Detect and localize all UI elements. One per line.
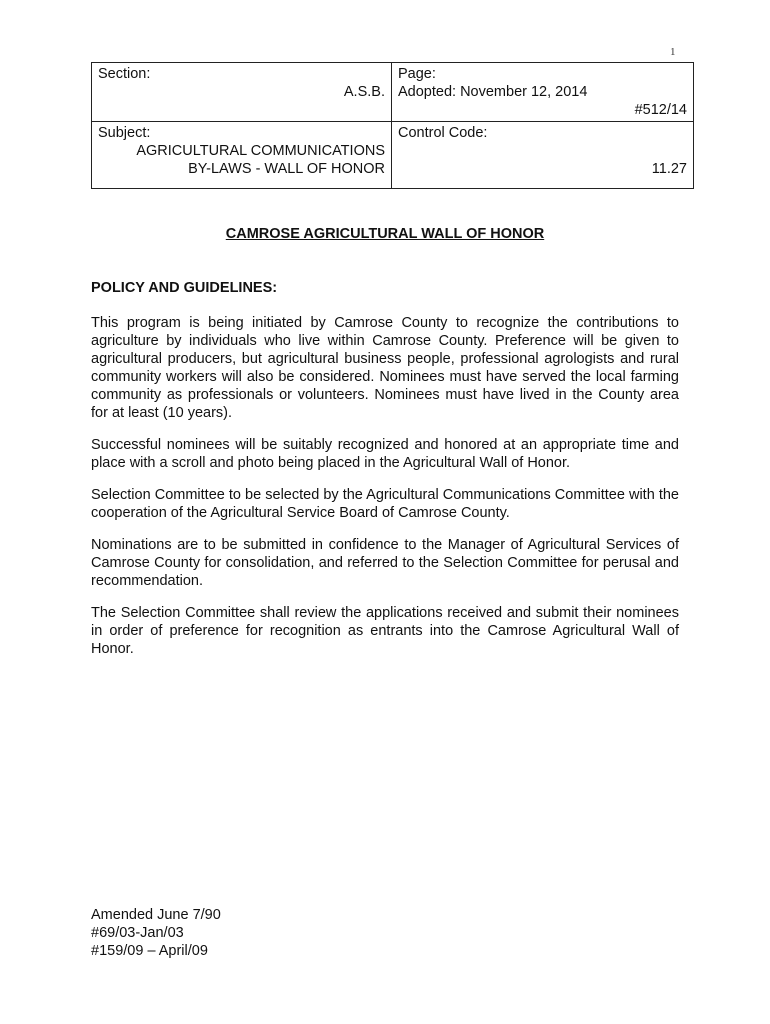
amendment-line: #159/09 – April/09 — [91, 943, 208, 959]
paragraph: Selection Committee to be selected by the Agricultural Communications Committee with the cooperation of the Agricultural Service Board of Camrose County. — [91, 487, 679, 521]
resolution-number: #512/14 — [634, 102, 687, 118]
section-value: A.S.B. — [343, 84, 385, 100]
paragraph: The Selection Committee shall review the applications received and submit their nominees in order of preference for recognition as entrants into the Camrose Agricultural Wall of Honor. — [91, 605, 679, 657]
control-code-label: Control Code: — [398, 125, 488, 141]
section-cell — [92, 63, 392, 122]
amendment-history — [91, 906, 221, 960]
subject-cell — [92, 122, 392, 189]
amendment-line: Amended June 7/90 — [91, 907, 221, 923]
page-label: Page: — [398, 66, 436, 82]
paragraph: Nominations are to be submitted in confidence to the Manager of Agricultural Services of Camrose County for consolidation, and referred to the Selection Committee for perusal and recommendation. — [91, 537, 679, 589]
document-title: CAMROSE AGRICULTURAL WALL OF HONOR — [225, 226, 545, 242]
control-code-cell — [392, 122, 694, 189]
adopted-date: Adopted: November 12, 2014 — [398, 84, 588, 100]
control-code-value: 11.27 — [651, 161, 687, 177]
section-heading: POLICY AND GUIDELINES: — [91, 280, 278, 296]
amendment-line: #69/03-Jan/03 — [91, 925, 184, 941]
page-number: 1 — [670, 46, 676, 58]
subject-line-1: AGRICULTURAL COMMUNICATIONS — [136, 143, 385, 159]
paragraph: Successful nominees will be suitably recognized and honored at an appropriate time and place with a scroll and photo being placed in the Agricultural Wall of Honor. — [91, 437, 679, 471]
policy-body — [91, 314, 679, 672]
section-label: Section: — [98, 66, 151, 82]
page-cell — [392, 63, 694, 122]
document-header-table — [91, 62, 694, 189]
subject-label: Subject: — [98, 125, 151, 141]
paragraph: This program is being initiated by Camrose County to recognize the contributions to agriculture by individuals who live within Camrose County. Preference will be given to agricultural producers, but agricultural business people, professional agrologists and rural community workers will also be considered. Nominees must have served the local farming community as professionals or volunteers. Nominees must have lived in the County area for at least (10 years). — [91, 315, 679, 421]
subject-line-2: BY-LAWS - WALL OF HONOR — [188, 161, 385, 177]
